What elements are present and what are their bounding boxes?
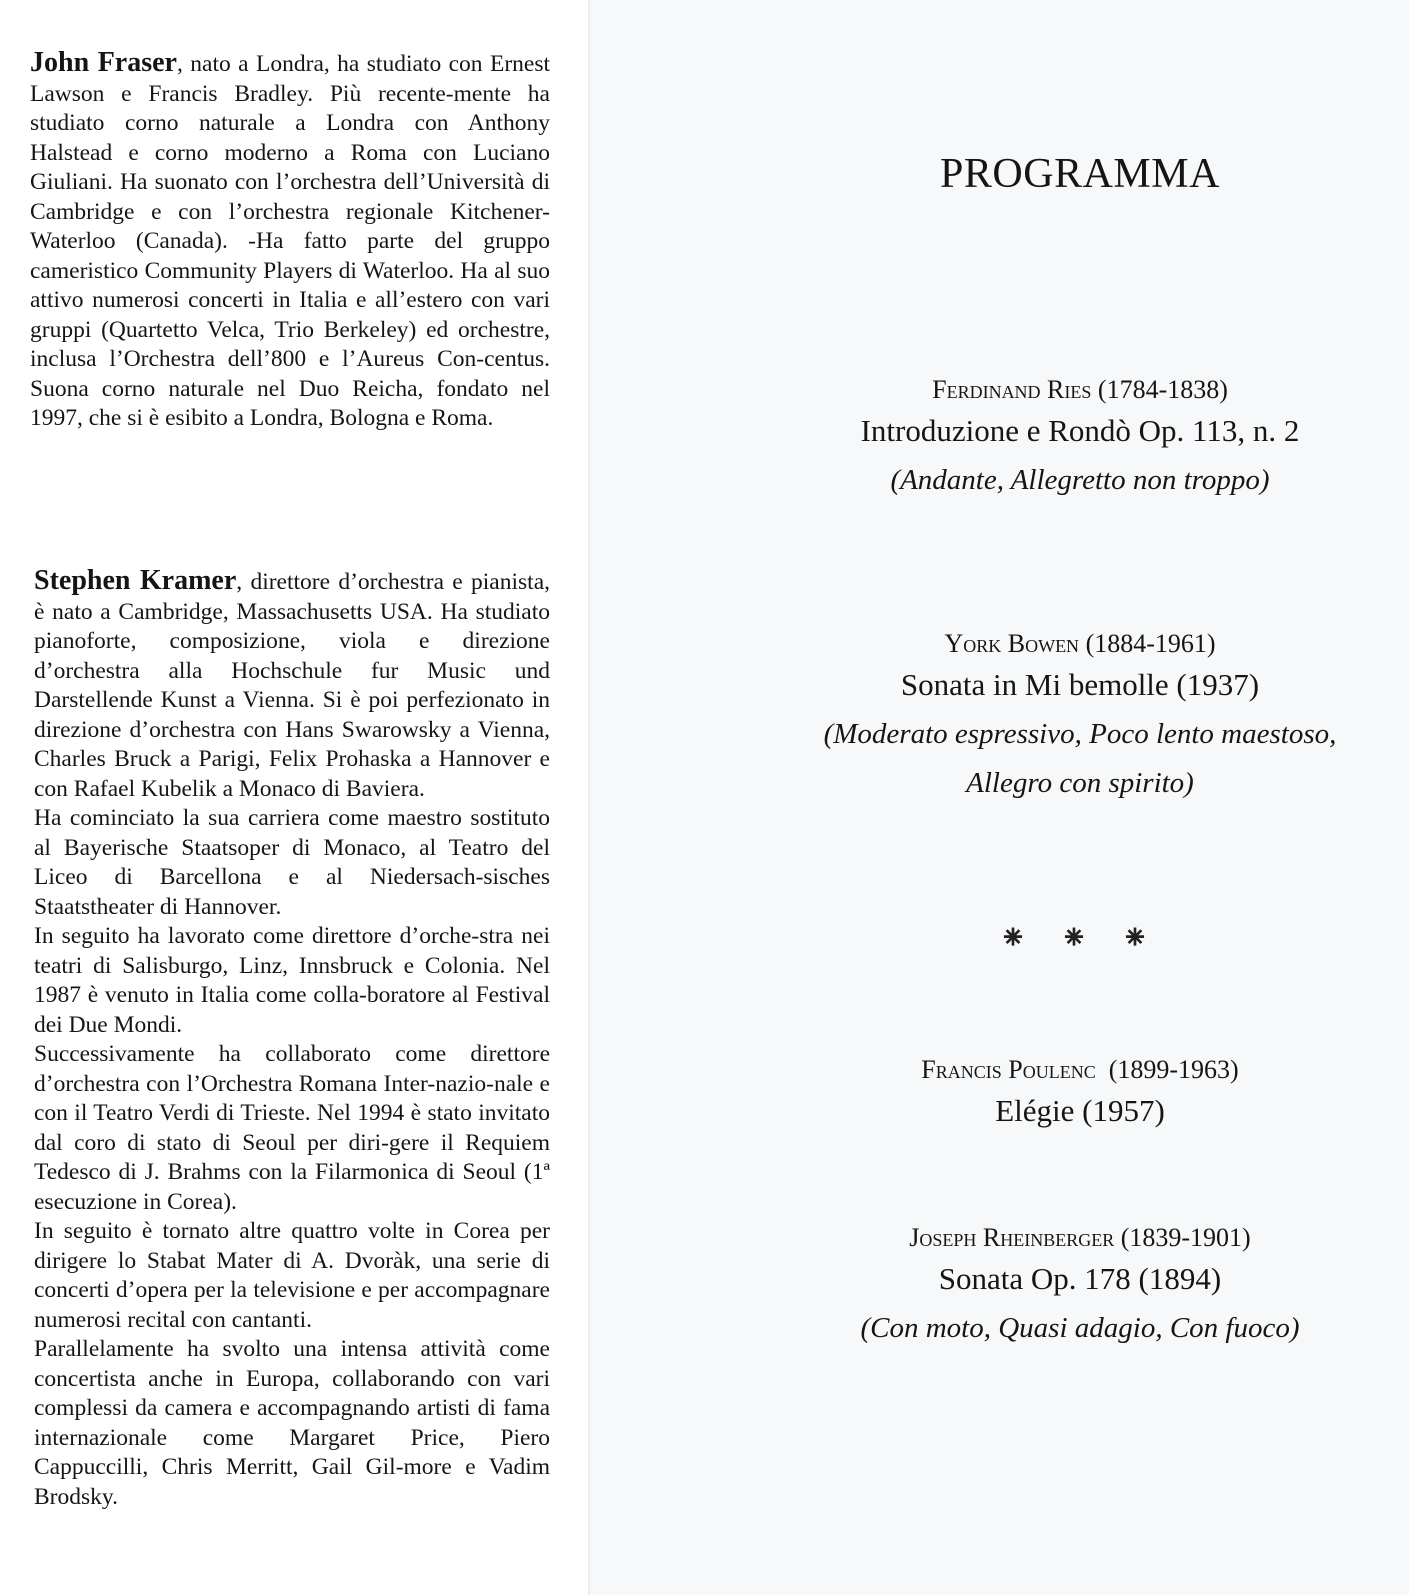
work-movements: (Con moto, Quasi adagio, Con fuoco) <box>860 1312 1300 1344</box>
work-title: Introduzione e Rondò Op. 113, n. 2 <box>860 413 1300 448</box>
bio-kramer-name: Stephen Kramer <box>34 565 237 596</box>
bio-kramer-paragraph-1 <box>34 566 550 804</box>
work-title: Elégie (1957) <box>995 1093 1165 1128</box>
program-piece-bowen <box>770 628 1390 808</box>
composer-line <box>770 374 1390 406</box>
composer-dates: (1784-1838) <box>1097 375 1228 404</box>
composer-name: Ferdinand Ries <box>932 375 1092 404</box>
work-title: Sonata in Mi bemolle (1937) <box>900 667 1260 702</box>
composer-dates: (1899-1963) <box>1108 1055 1239 1084</box>
work-movements-line-2: Allegro con spirito) <box>966 767 1194 799</box>
bio-kramer-paragraph-3: In seguito ha lavorato come direttore d’orche-stra nei teatri di Salisburgo, Linz, Innsbruck e Colonia. Nel 1987 è venuto in Italia come colla-boratore al Festival dei Due Mondi. <box>34 923 550 1038</box>
bio-john-fraser <box>30 48 550 434</box>
composer-dates: (1884-1961) <box>1085 629 1216 658</box>
bio-fraser-text: , nato a Londra, ha studiato con Ernest Lawson e Francis Bradley. Più recente-mente ha studiato corno naturale a Londra con Anthony Halstead e corno moderno a Roma con Luciano Giuliani. Ha suonato con l’orchestra dell’Università di Cambridge e con l’orchestra regionale Kitchener-Waterloo (Canada). -Ha fatto parte del gruppo cameristico Community Players di Waterloo. Ha al suo attivo numerosi concerti in Italia e all’estero con vari gruppi (Quartetto Velca, Trio Berkeley) ed orchestre, inclusa l’Orchestra dell’800 e l’Aureus Con-centus. Suona corno naturale nel Duo Reicha, fondato nel 1997, che si è esibito a Londra, Bologna e Roma. <box>30 51 550 431</box>
composer-dates: (1839-1901) <box>1120 1223 1251 1252</box>
bio-fraser-name: John Fraser <box>30 47 177 78</box>
composer-line <box>770 628 1390 660</box>
composer-name: Francis Poulenc <box>921 1055 1096 1084</box>
program-piece-rheinberger <box>770 1222 1390 1353</box>
bio-kramer-text-1: , direttore d’orchestra e pianista, è nato a Cambridge, Massachusetts USA. Ha studiato pianoforte, composizione, viola e direzione d’orchestra alla Hochschule fur Music und Darstellende Kunst a Vienna. Si è poi perfezionato in direzione d’orchestra con Hans Swarowsky a Vienna, Charles Bruck a Parigi, Felix Prohaska a Hannover e con Rafael Kubelik a Monaco di Baviera. <box>34 569 550 802</box>
program-piece-ries <box>770 374 1390 505</box>
program-piece-poulenc <box>770 1054 1390 1136</box>
composer-name: Joseph Rheinberger <box>909 1223 1115 1252</box>
bio-kramer-paragraph-5: In seguito è tornato altre quattro volte in Corea per dirigere lo Stabat Mater di A. Dvoràk, una serie di concerti d’opera per la televisione e per accompagnare numerosi recital con cantanti. <box>34 1218 550 1333</box>
program-title: PROGRAMMA <box>940 151 1220 197</box>
left-page <box>0 0 590 1595</box>
composer-name: York Bowen <box>944 629 1080 658</box>
work-movements: (Andante, Allegretto non troppo) <box>890 464 1270 496</box>
bio-kramer-paragraph-2: Ha cominciato la sua carriera come maestro sostituto al Bayerische Staatsoper di Monaco, al Teatro del Liceo di Barcellona e al Niedersach-sisches Staatstheater di Hannover. <box>34 805 550 920</box>
bio-stephen-kramer <box>34 566 550 1512</box>
bio-kramer-paragraph-6: Parallelamente ha svolto una intensa attività come concertista anche in Europa, collaborando con vari complessi da camera e accompagnando artisti di fama internazionale come Margaret Price, Piero Cappuccilli, Chris Merritt, Gail Gil-more e Vadim Brodsky. <box>34 1336 550 1510</box>
bio-kramer-paragraph-4: Successivamente ha collaborato come direttore d’orchestra con l’Orchestra Romana Inter-nazio-nale e con il Teatro Verdi di Trieste. Nel 1994 è stato invitato dal coro di stato di Seoul per diri-gere il Requiem Tedesco di J. Brahms con la Filarmonica di Seoul (1ª esecuzione in Corea). <box>34 1041 550 1215</box>
bio-fraser-paragraph <box>30 48 550 434</box>
work-movements-line-1: (Moderato espressivo, Poco lento maestoso, <box>823 718 1337 750</box>
work-title: Sonata Op. 178 (1894) <box>938 1261 1222 1296</box>
section-separator-asterisks: ⁕ ⁕ ⁕ <box>998 920 1162 957</box>
composer-line <box>770 1054 1390 1086</box>
composer-line <box>770 1222 1390 1254</box>
